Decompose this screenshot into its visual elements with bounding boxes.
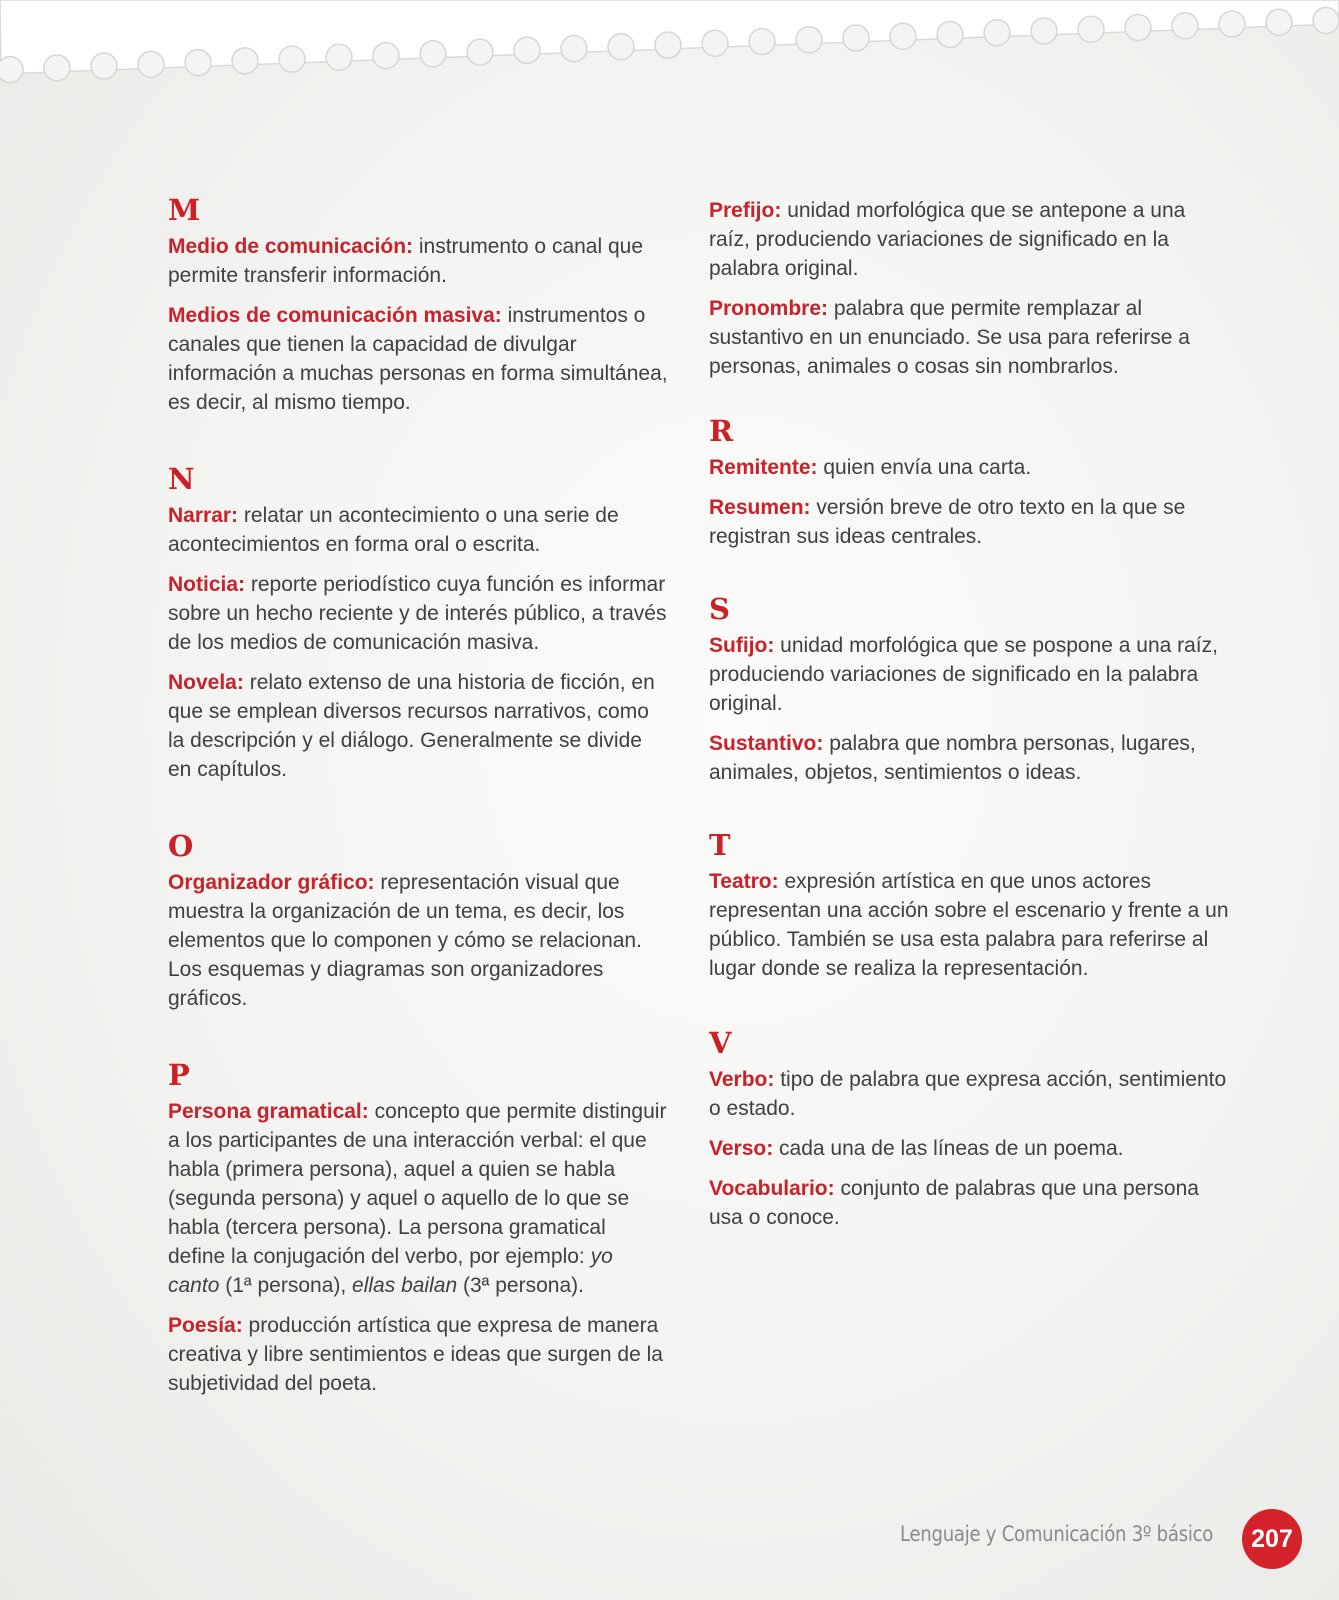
perforation-hole — [843, 25, 869, 51]
glossary-entry-sufijo — [709, 631, 1229, 718]
entry-definition: relato extenso de una historia de ficción, en que se emplean diversos recursos narrativos, como la descripción y el diálogo. Generalmente se divide en capítulos. — [168, 671, 655, 781]
perforation-hole — [514, 37, 540, 63]
glossary-section-s — [709, 591, 1229, 787]
glossary-section-v — [709, 1025, 1229, 1232]
glossary-section-m — [168, 192, 668, 417]
glossary-entry-organizador-grafico — [168, 868, 668, 1013]
entry-definition: palabra que nombra personas, lugares, animales, objetos, sentimientos o ideas. — [709, 732, 1196, 784]
section-letter-r: R — [709, 414, 734, 448]
glossary-entry-narrar — [168, 501, 668, 559]
section-letter-v: V — [709, 1026, 732, 1060]
section-letter-t: T — [709, 828, 731, 862]
page-number-badge: 207 — [1242, 1509, 1302, 1569]
entry-definition: unidad morfológica que se pospone a una raíz, produciendo variaciones de significado en la palabra original. — [709, 634, 1218, 715]
glossary-section-t — [709, 827, 1229, 983]
entry-term: Noticia: — [168, 573, 246, 596]
entry-definition: expresión artística en que unos actores representan una acción sobre el escenario y frente a un público. También se usa esta palabra para referirse al lugar donde se realiza la representación. — [709, 870, 1229, 980]
perforation-hole — [373, 43, 399, 69]
perforation-hole — [608, 34, 634, 60]
perforation-hole — [655, 32, 681, 58]
glossary-section-p — [168, 1057, 668, 1398]
perforation-hole — [1078, 16, 1104, 42]
entry-term: Medios de comunicación masiva: — [168, 304, 502, 327]
section-letter-n: N — [168, 462, 195, 496]
perforation-hole — [232, 48, 258, 74]
glossary-column-right — [709, 196, 1229, 1243]
entry-definition: quien envía una carta. — [823, 456, 1032, 479]
entry-definition: representación visual que muestra la organización de un tema, es decir, los elementos que lo componen y cómo se relacionan. Los esquemas y diagramas son organizadores gráficos. — [168, 871, 642, 1010]
glossary-column-left — [168, 192, 668, 1409]
perforation-hole — [279, 46, 305, 72]
glossary-entry-teatro — [709, 867, 1229, 983]
perforation-hole — [1125, 15, 1151, 41]
entry-term: Persona gramatical: — [168, 1100, 369, 1123]
entry-definition: tipo de palabra que expresa acción, sentimiento o estado. — [709, 1068, 1227, 1120]
glossary-entry-prefijo — [709, 196, 1229, 283]
entry-definition-part: (1ª persona), — [219, 1274, 353, 1297]
perforation-hole — [702, 30, 728, 56]
entry-definition: palabra que permite remplazar al sustantivo en un enunciado. Se usa para referirse a personas, animales o cosas sin nombrarlos. — [709, 297, 1190, 378]
section-letter-m: M — [168, 193, 201, 227]
perforation-hole — [984, 20, 1010, 46]
glossary-entry-remitente — [709, 453, 1229, 482]
perforation-hole — [1219, 11, 1245, 37]
entry-term: Narrar: — [168, 504, 239, 527]
entry-term: Novela: — [168, 671, 244, 694]
glossary-section-p-continued — [709, 196, 1229, 381]
entry-term: Organizador gráfico: — [168, 871, 375, 894]
example-yo-canto: yo canto — [168, 1245, 613, 1297]
entry-term: Teatro: — [709, 870, 779, 893]
section-letter-o: O — [168, 829, 194, 863]
entry-definition: instrumento o canal que permite transferir información. — [168, 235, 644, 287]
perforation-hole — [0, 57, 23, 83]
perforation-hole — [1031, 18, 1057, 44]
perforation-hole — [796, 27, 822, 53]
entry-definition: relatar un acontecimiento o una serie de acontecimientos en forma oral o escrita. — [168, 504, 619, 556]
glossary-entry-pronombre — [709, 294, 1229, 381]
entry-term: Sustantivo: — [709, 732, 824, 755]
glossary-entry-persona-gramatical — [168, 1097, 668, 1300]
glossary-entry-poesia — [168, 1311, 668, 1398]
glossary-entry-medio-de-comunicacion — [168, 232, 668, 290]
section-letter-p: P — [168, 1058, 190, 1092]
entry-definition-part: (3ª persona). — [457, 1274, 584, 1297]
entry-term: Sufijo: — [709, 634, 775, 657]
entry-term: Medio de comunicación: — [168, 235, 414, 258]
glossary-entry-sustantivo — [709, 729, 1229, 787]
entry-term: Remitente: — [709, 456, 818, 479]
glossary-entry-vocabulario — [709, 1174, 1229, 1232]
perforation-hole — [937, 22, 963, 48]
entry-definition: versión breve de otro texto en la que se registran sus ideas centrales. — [709, 496, 1186, 548]
perforation-hole — [138, 51, 164, 77]
glossary-section-r — [709, 413, 1229, 551]
perforation-hole — [420, 41, 446, 67]
entry-term: Poesía: — [168, 1314, 243, 1337]
glossary-entry-novela — [168, 668, 668, 784]
entry-definition: instrumentos o canales que tienen la capacidad de divulgar información a muchas personas en forma simultánea, es decir, al mismo tiempo. — [168, 304, 668, 414]
glossary-entry-noticia — [168, 570, 668, 657]
section-letter-s: S — [709, 592, 730, 626]
entry-term: Verso: — [709, 1137, 774, 1160]
entry-definition: cada una de las líneas de un poema. — [779, 1137, 1124, 1160]
entry-term: Vocabulario: — [709, 1177, 835, 1200]
perforation-hole — [561, 36, 587, 62]
entry-term: Resumen: — [709, 496, 811, 519]
glossary-entry-verbo — [709, 1065, 1229, 1123]
entry-term: Verbo: — [709, 1068, 775, 1091]
glossary-entry-medios-de-comunicacion-masiva — [168, 301, 668, 417]
glossary-entry-resumen — [709, 493, 1229, 551]
perforation-hole — [467, 39, 493, 65]
notebook-paper-edge — [0, 0, 1339, 110]
entry-term: Prefijo: — [709, 199, 782, 222]
entry-definition: conjunto de palabras que una persona usa o conoce. — [709, 1177, 1199, 1229]
perforation-hole — [749, 29, 775, 55]
entry-definition: producción artística que expresa de manera creativa y libre sentimientos e ideas que surgen de la subjetividad del poeta. — [168, 1314, 663, 1395]
entry-definition-part: concepto que permite distinguir a los participantes de una interacción verbal: el que habla (primera persona), aquel a quien se habla (segunda persona) y aquel o aquello de lo que se habla (tercera persona). La persona gramatical define la conjugación del verbo, por ejemplo: — [168, 1100, 667, 1268]
glossary-section-o — [168, 828, 668, 1013]
example-ellas-bailan: ellas bailan — [352, 1274, 458, 1297]
perforation-hole — [44, 55, 70, 81]
glossary-section-n — [168, 461, 668, 784]
perforation-hole — [1266, 9, 1292, 35]
entry-definition: reporte periodístico cuya función es informar sobre un hecho reciente y de interés público, a través de los medios de comunicación masiva. — [168, 573, 667, 654]
perforation-hole — [890, 23, 916, 49]
entry-term: Pronombre: — [709, 297, 829, 320]
perforation-hole — [1313, 8, 1339, 34]
entry-definition: unidad morfológica que se antepone a una raíz, produciendo variaciones de significado en la palabra original. — [709, 199, 1186, 280]
perforation-hole — [1172, 13, 1198, 39]
perforation-hole — [326, 44, 352, 70]
book-title-footer: Lenguaje y Comunicación 3º básico — [899, 1522, 1213, 1546]
perforation-hole — [91, 53, 117, 79]
perforation-hole — [185, 50, 211, 76]
glossary-entry-verso — [709, 1134, 1229, 1163]
